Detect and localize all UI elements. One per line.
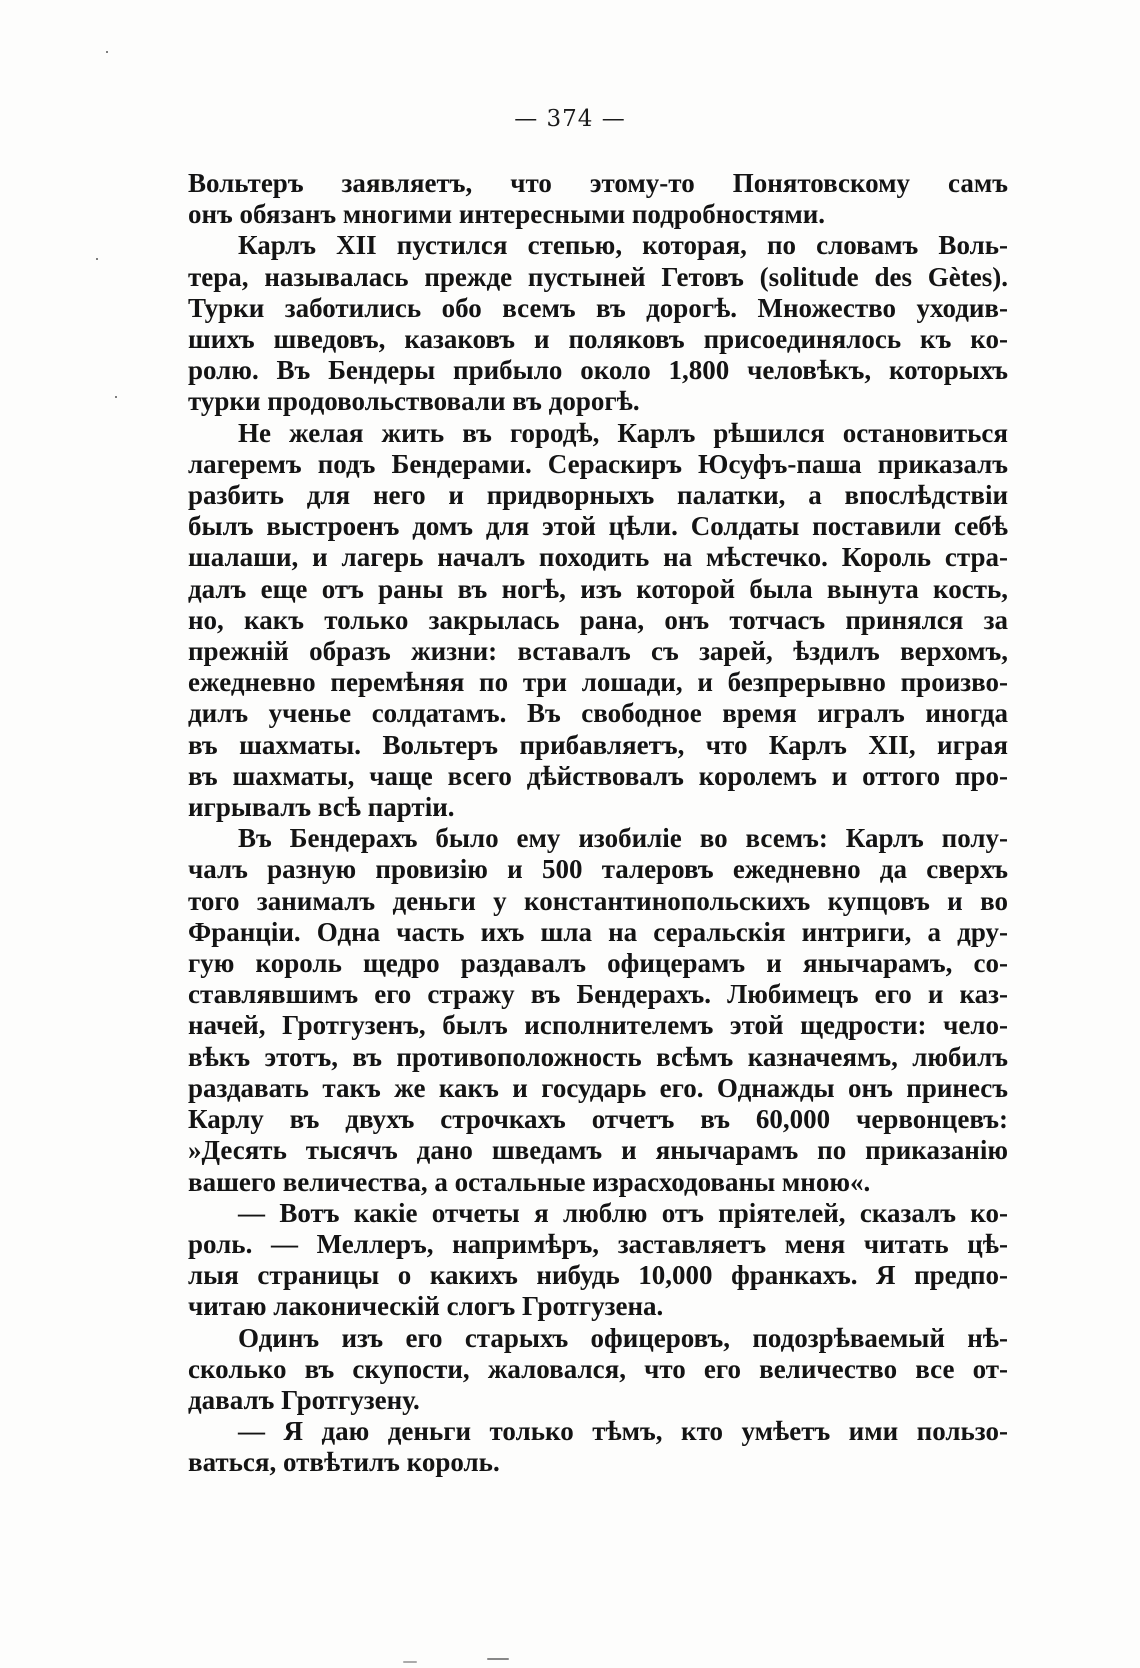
text-line: — Вотъ какіе отчеты я люблю отъ пріятелей, сказалъ ко- bbox=[238, 1197, 1008, 1228]
text-line: Турки заботились обо всемъ въ дорогѣ. Множество уходив- bbox=[188, 292, 1008, 323]
text-line: Карлу въ двухъ строчкахъ отчетъ въ 60,000 червонцевъ: bbox=[188, 1104, 1008, 1135]
paragraph bbox=[188, 823, 1008, 1197]
text-line: ежедневно перемѣняя по три лошади, и безпрерывно произво- bbox=[188, 667, 1008, 698]
text-line: ваться, отвѣтилъ король. bbox=[188, 1447, 500, 1478]
text-line: разбить для него и придворныхъ палатки, а впослѣдствіи bbox=[188, 480, 1008, 511]
text-line: »Десять тысячъ дано шведамъ и янычарамъ по приказанію bbox=[188, 1135, 1008, 1166]
text-line: сколько въ скупости, жаловался, что его величество все от- bbox=[188, 1353, 1008, 1384]
paragraph bbox=[188, 230, 1008, 417]
text-line: но, какъ только закрылась рана, онъ тотчасъ принялся за bbox=[188, 604, 1008, 635]
text-line: Не желая жить въ городѣ, Карлъ рѣшился остановиться bbox=[238, 417, 1008, 448]
text-line: въ шахматы, чаще всего дѣйствовалъ королемъ и оттого про- bbox=[188, 760, 1008, 791]
text-line: раздавать такъ же какъ и государь его. Однажды онъ принесъ bbox=[188, 1072, 1008, 1103]
body-text bbox=[188, 168, 1008, 1479]
text-line: того занималъ деньги у константинопольскихъ купцовъ и во bbox=[188, 885, 1008, 916]
scan-speck bbox=[403, 1661, 417, 1663]
text-line: лагеремъ подъ Бендерами. Сераскиръ Юсуфъ-паша приказалъ bbox=[188, 448, 1008, 479]
text-line: дилъ ученье солдатамъ. Въ свободное время игралъ иногда bbox=[188, 698, 1008, 729]
text-line: ставлявшимъ его стражу въ Бендерахъ. Любимецъ его и каз- bbox=[188, 979, 1008, 1010]
text-line: турки продовольствовали въ дорогѣ. bbox=[188, 386, 640, 417]
text-line: гую король щедро раздавалъ офицерамъ и янычарамъ, со- bbox=[188, 948, 1008, 979]
text-line: Карлъ XII пустился степью, которая, по словамъ Воль- bbox=[238, 230, 1008, 261]
text-line: онъ обязанъ многими интересными подробностями. bbox=[188, 199, 826, 230]
text-line: Въ Бендерахъ было ему изобиліе во всемъ: Карлъ полу- bbox=[238, 823, 1008, 854]
paragraph bbox=[188, 168, 1008, 230]
text-line: игрывалъ всѣ партіи. bbox=[188, 792, 455, 823]
text-line: Франціи. Одна часть ихъ шла на серальскія интриги, а дру- bbox=[188, 916, 1008, 947]
text-line: Вольтеръ заявляетъ, что этому-то Понятовскому самъ bbox=[188, 168, 1008, 198]
scan-speck bbox=[115, 396, 117, 398]
text-line: шихъ шведовъ, казаковъ и поляковъ присоединялось къ ко- bbox=[188, 324, 1008, 355]
scan-speck bbox=[487, 1658, 509, 1660]
text-line: шалаши, и лагерь началъ походить на мѣстечко. Король стра- bbox=[188, 542, 1008, 573]
text-line: былъ выстроенъ домъ для этой цѣли. Солдаты поставили себѣ bbox=[188, 511, 1008, 542]
text-line: читаю лаконическій слогъ Гротгузена. bbox=[188, 1291, 664, 1322]
text-line: прежній образъ жизни: вставалъ съ зарей, ѣздилъ верхомъ, bbox=[188, 636, 1008, 667]
paragraph bbox=[188, 418, 1008, 824]
text-line: — Я даю деньги только тѣмъ, кто умѣетъ ими пользо- bbox=[238, 1416, 1008, 1447]
scan-speck bbox=[106, 51, 108, 53]
paragraph bbox=[188, 1416, 1008, 1478]
text-line: давалъ Гротгузену. bbox=[188, 1384, 420, 1415]
text-line: чалъ разную провизію и 500 талеровъ ежедневно да сверхъ bbox=[188, 854, 1008, 885]
paragraph bbox=[188, 1198, 1008, 1323]
text-line: далъ еще отъ раны въ ногѣ, изъ которой была вынута кость, bbox=[188, 573, 1008, 604]
text-line: ролю. Въ Бендеры прибыло около 1,800 человѣкъ, которыхъ bbox=[188, 355, 1008, 386]
text-line: въ шахматы. Вольтеръ прибавляетъ, что Карлъ XII, играя bbox=[188, 729, 1008, 760]
text-line: начей, Гротгузенъ, былъ исполнителемъ этой щедрости: чело- bbox=[188, 1010, 1008, 1041]
text-line: тера, называлась прежде пустыней Гетовъ (solitude des Gètes). bbox=[188, 261, 1008, 292]
paragraph bbox=[188, 1323, 1008, 1417]
text-line: вашего величества, а остальные израсходованы мною«. bbox=[188, 1166, 871, 1197]
scan-speck bbox=[96, 258, 98, 260]
text-line: вѣкъ этотъ, въ противоположность всѣмъ казначеямъ, любилъ bbox=[188, 1041, 1008, 1072]
text-line: роль. — Меллеръ, напримѣръ, заставляетъ меня читать цѣ- bbox=[188, 1228, 1008, 1259]
text-line: лыя страницы о какихъ нибудь 10,000 франкахъ. Я предпо- bbox=[188, 1260, 1008, 1291]
page-number: — 374 — bbox=[514, 106, 626, 132]
text-line: Одинъ изъ его старыхъ офицеровъ, подозрѣваемый нѣ- bbox=[238, 1322, 1008, 1353]
